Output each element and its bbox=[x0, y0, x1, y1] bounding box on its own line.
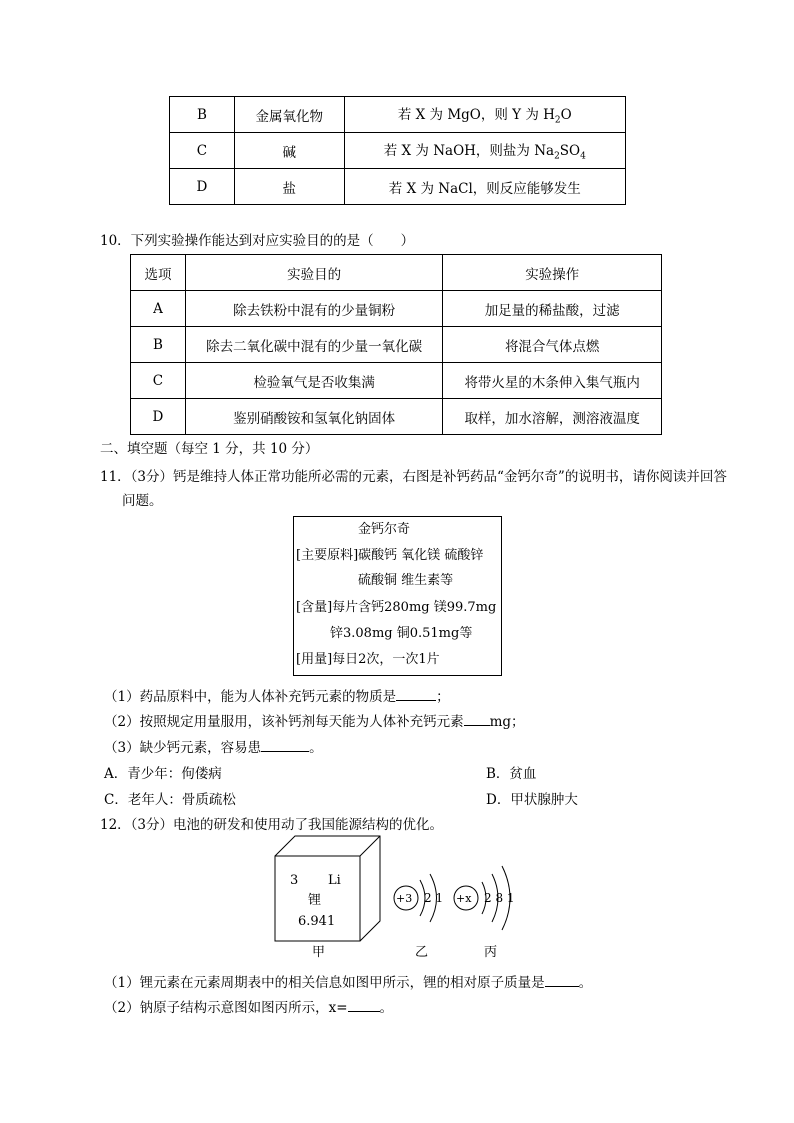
table-cell: 将带火星的木条伸入集气瓶内 bbox=[443, 363, 662, 399]
answer-blank[interactable] bbox=[348, 999, 380, 1012]
shell-electrons-bing: 2 8 1 bbox=[484, 891, 515, 905]
table-cell bbox=[344, 97, 625, 133]
element-symbol: Li bbox=[328, 873, 341, 888]
answer-blank[interactable] bbox=[545, 974, 579, 987]
table-cell: 取样，加水溶解，测溶液温度 bbox=[443, 399, 662, 435]
table-cell bbox=[344, 133, 625, 169]
table-cell: 检验氧气是否收集满 bbox=[185, 363, 442, 399]
sub-question-text bbox=[104, 710, 525, 730]
table-cell: B bbox=[170, 97, 235, 133]
table-row bbox=[170, 169, 626, 205]
table-cell: 盐 bbox=[234, 169, 344, 205]
punctuation: ； bbox=[436, 689, 450, 705]
sub-question-text bbox=[104, 736, 323, 756]
question-11-stem: 11．（3分）钙是维持人体正常功能所必需的元素，右图是补钙药品“金钙尔奇”的说明书，请你阅读并回答 bbox=[100, 469, 727, 485]
sub-question-1: （1）锂元素在元素周期表中的相关信息如图甲所示，锂的相对原子质量是 bbox=[104, 975, 545, 991]
table-row bbox=[131, 399, 662, 435]
sub-question-text bbox=[104, 996, 393, 1016]
section-heading: 二、填空题（每空 1 分，共 10 分） bbox=[100, 441, 319, 457]
answer-blank[interactable] bbox=[396, 688, 436, 701]
atomic-number: 3 bbox=[290, 873, 299, 888]
table-header: 实验操作 bbox=[443, 255, 662, 291]
table-header-row bbox=[131, 255, 662, 291]
option-a[interactable]: A．青少年：佝偻病 bbox=[104, 766, 222, 782]
sub-question-text bbox=[104, 685, 450, 705]
table-row bbox=[131, 363, 662, 399]
table-row bbox=[131, 327, 662, 363]
table-cell: D bbox=[131, 399, 186, 435]
sub-question-1: （1）药品原料中，能为人体补充钙元素的物质是 bbox=[104, 689, 397, 705]
label-line: 硫酸铜 维生素等 bbox=[358, 573, 454, 588]
table-cell: 加足量的稀盐酸，过滤 bbox=[443, 291, 662, 327]
element-name: 锂 bbox=[308, 893, 322, 908]
sub-question-text bbox=[104, 971, 592, 991]
unit-text: mg； bbox=[489, 714, 525, 730]
formula-text: 若 X 为 MgO，则 Y 为 H bbox=[397, 107, 555, 124]
table-cell: C bbox=[131, 363, 186, 399]
element-diagram bbox=[270, 832, 530, 960]
question-10-table bbox=[130, 254, 662, 435]
table-cell: C bbox=[170, 133, 235, 169]
punctuation: 。 bbox=[309, 740, 323, 756]
label-line: 锌3.08mg 铜0.51mg等 bbox=[330, 626, 473, 641]
table-cell: D bbox=[170, 169, 235, 205]
formula-text: O bbox=[560, 107, 572, 124]
table-cell: B bbox=[131, 327, 186, 363]
punctuation: 。 bbox=[379, 1000, 394, 1016]
option-b[interactable]: B．贫血 bbox=[486, 766, 537, 782]
table-cell: A bbox=[131, 291, 186, 327]
table-cell: 金属氧化物 bbox=[234, 97, 344, 133]
table-cell: 除去铁粉中混有的少量铜粉 bbox=[185, 291, 442, 327]
table-row bbox=[170, 97, 626, 133]
medicine-label-box bbox=[293, 516, 502, 676]
caption-bing: 丙 bbox=[484, 945, 498, 960]
option-c[interactable]: C．老年人：骨质疏松 bbox=[104, 792, 236, 808]
table-cell: 将混合气体点燃 bbox=[443, 327, 662, 363]
label-line: [含量]每片含钙280mg 镁99.7mg bbox=[296, 600, 497, 615]
nucleus-charge-bing: +x bbox=[456, 892, 472, 905]
option-table-continued bbox=[169, 96, 626, 205]
table-row bbox=[131, 291, 662, 327]
nucleus-charge-yi: +3 bbox=[396, 892, 413, 905]
subscript: 2 bbox=[554, 115, 561, 126]
atomic-mass: 6.941 bbox=[298, 914, 336, 929]
sub-question-2: （2）钠原子结构示意图如图丙所示，x= bbox=[104, 1000, 348, 1016]
subscript: 4 bbox=[580, 151, 586, 162]
punctuation: 。 bbox=[578, 975, 593, 991]
caption-jia: 甲 bbox=[312, 945, 326, 960]
sub-question-3: （3）缺少钙元素，容易患 bbox=[104, 740, 262, 756]
label-line: [主要原料]碳酸钙 氧化镁 硫酸锌 bbox=[296, 548, 484, 563]
formula-text: 若 X 为 NaOH，则盐为 Na bbox=[383, 143, 555, 160]
caption-yi: 乙 bbox=[415, 945, 429, 960]
question-12-stem: 12．（3分）电池的研发和使用动了我国能源结构的优化。 bbox=[100, 817, 444, 833]
formula-text: SO bbox=[559, 143, 581, 160]
table-cell: 鉴别硝酸铵和氢氧化钠固体 bbox=[185, 399, 442, 435]
label-title: 金钙尔奇 bbox=[358, 522, 411, 537]
shell-electrons-yi: 2 1 bbox=[424, 891, 444, 905]
question-10-stem: 10．下列实验操作能达到对应实验目的的是（ ） bbox=[100, 233, 415, 249]
table-cell: 碱 bbox=[234, 133, 344, 169]
label-line: [用量]每日2次，一次1片 bbox=[296, 652, 440, 667]
answer-blank[interactable] bbox=[464, 713, 490, 726]
question-11-stem-continued: 问题。 bbox=[122, 493, 163, 509]
subscript: 2 bbox=[554, 151, 560, 162]
answer-blank[interactable] bbox=[261, 739, 309, 752]
table-header: 实验目的 bbox=[185, 255, 442, 291]
table-cell: 若 X 为 NaCl，则反应能够发生 bbox=[344, 169, 625, 205]
table-row bbox=[170, 133, 626, 169]
table-header: 选项 bbox=[131, 255, 186, 291]
sub-question-2: （2）按照规定用量服用，该补钙剂每天能为人体补充钙元素 bbox=[104, 714, 464, 730]
table-cell: 除去二氧化碳中混有的少量一氧化碳 bbox=[185, 327, 442, 363]
option-d[interactable]: D．甲状腺肿大 bbox=[486, 792, 578, 808]
